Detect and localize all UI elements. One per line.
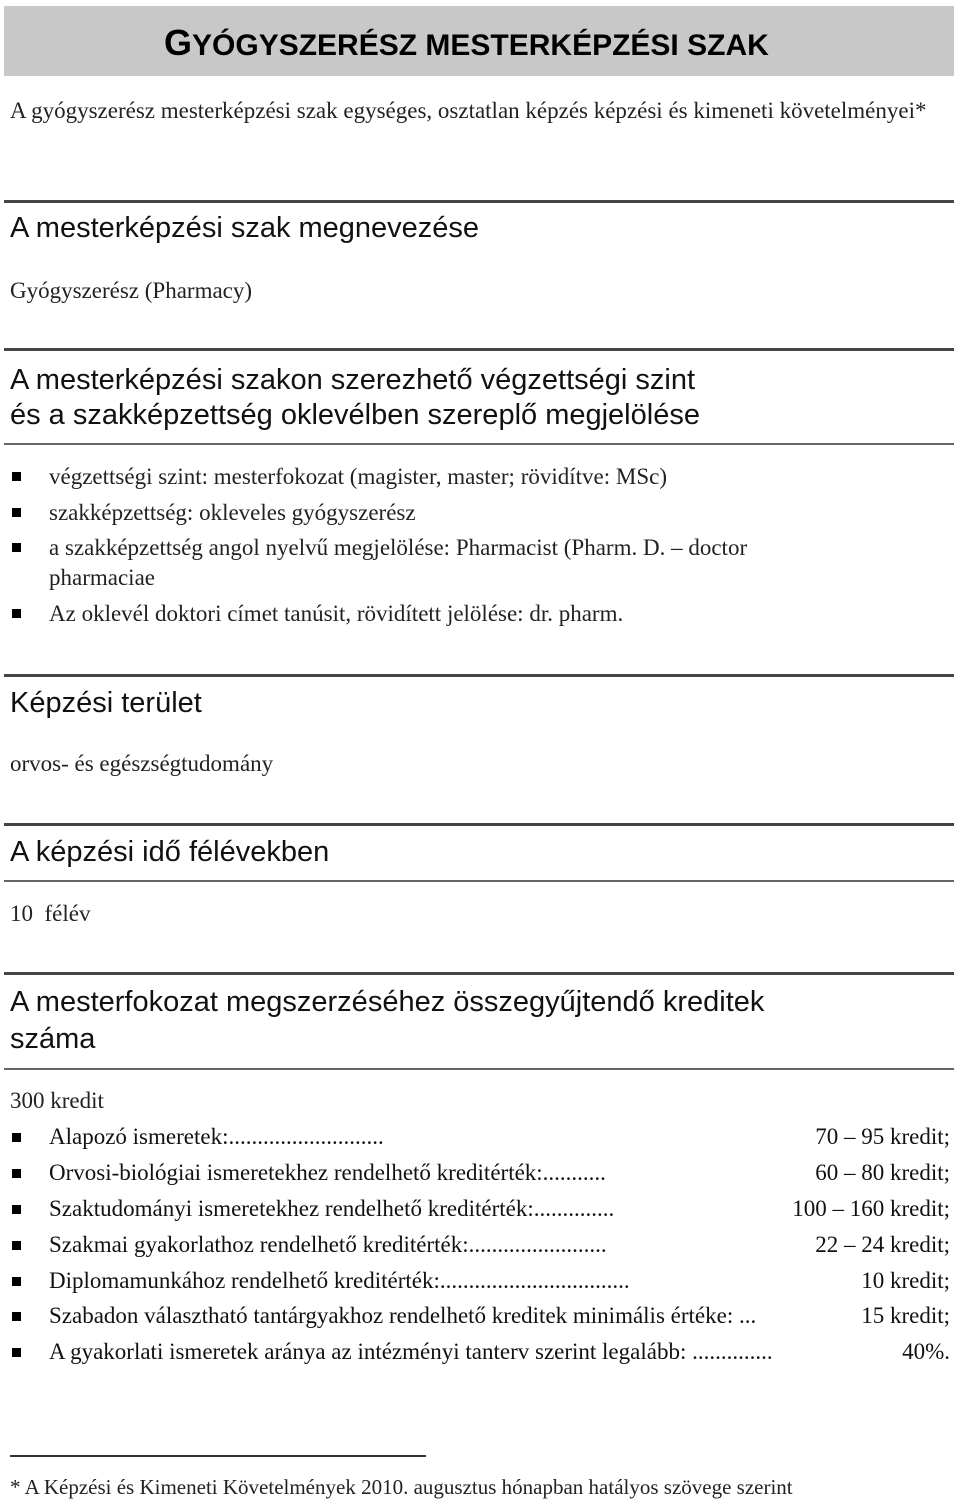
title-rest: YÓGYSZERÉSZ MESTERKÉPZÉSI SZAK: [192, 29, 769, 62]
heading-level-2: és a szakképzettség oklevélben szereplő megjelölése: [10, 399, 700, 431]
bullet-icon: [12, 472, 21, 481]
page-title: [164, 22, 769, 64]
bullet-icon: [12, 1133, 21, 1142]
credit-row-label: Szabadon választható tantárgyakhoz rendelhető kreditek minimális értéke: ...: [49, 1303, 757, 1328]
credit-row-value: 100 – 160 kredit;: [792, 1196, 950, 1221]
bullet-icon: [12, 1205, 21, 1214]
section-rule: [4, 348, 954, 351]
section-rule: [4, 674, 954, 677]
footnote-rule: [10, 1455, 426, 1457]
credit-row-value: 10 kredit;: [861, 1268, 950, 1293]
credit-row: [49, 1301, 950, 1331]
section-rule: [4, 1068, 954, 1070]
credit-row: [49, 1266, 950, 1296]
section-rule: [4, 200, 954, 203]
section-rule: [4, 443, 954, 445]
heading-duration: A képzési idő félévekben: [10, 836, 330, 868]
title-initial: G: [164, 22, 193, 63]
bullet-icon: [12, 1169, 21, 1178]
title-banner: [4, 6, 954, 76]
level-item-continuation: pharmaciae: [49, 565, 155, 590]
text-name: Gyógyszerész (Pharmacy): [10, 278, 253, 303]
credit-row-label: Orvosi-biológiai ismeretekhez rendelhető kreditérték:...........: [49, 1160, 606, 1185]
text-area: orvos- és egészségtudomány: [10, 751, 274, 776]
heading-name: A mesterképzési szak megnevezése: [10, 212, 480, 244]
bullet-icon: [12, 508, 21, 517]
credit-row-label: A gyakorlati ismeretek aránya az intézményi tanterv szerint legalább: ..............: [49, 1339, 773, 1364]
credit-row: [49, 1122, 950, 1152]
bullet-icon: [12, 1312, 21, 1321]
credit-row-value: 22 – 24 kredit;: [815, 1232, 950, 1257]
section-rule: [4, 972, 954, 975]
section-rule: [4, 880, 954, 882]
credit-row: [49, 1194, 950, 1224]
text-duration: 10 félév: [10, 901, 91, 926]
level-item: a szakképzettség angol nyelvű megjelölése: Pharmacist (Pharm. D. – doctor: [49, 535, 748, 560]
intro-text: A gyógyszerész mesterképzési szak egységes, osztatlan képzés képzési és kimeneti követelményei*: [10, 98, 927, 123]
credit-row-label: Szaktudományi ismeretekhez rendelhető kreditérték:..............: [49, 1196, 615, 1221]
credit-row-value: 15 kredit;: [861, 1303, 950, 1328]
heading-area: Képzési terület: [10, 687, 202, 719]
footnote: * A Képzési és Kimeneti Követelmények 2010. augusztus hónapban hatályos szövege szerint: [10, 1475, 793, 1499]
text-credits-total: 300 kredit: [10, 1088, 104, 1113]
credit-row-value: 40%.: [902, 1339, 950, 1364]
bullet-icon: [12, 609, 21, 618]
heading-level-1: A mesterképzési szakon szerezhető végzettségi szint: [10, 364, 696, 396]
bullet-icon: [12, 1277, 21, 1286]
credit-row: [49, 1158, 950, 1188]
heading-credits-2: száma: [10, 1023, 96, 1055]
credit-row-label: Diplomamunkához rendelhető kreditérték:.................................: [49, 1268, 630, 1293]
bullet-icon: [12, 1348, 21, 1357]
level-item: Az oklevél doktori címet tanúsit, rövidített jelölése: dr. pharm.: [49, 601, 624, 626]
level-item: szakképzettség: okleveles gyógyszerész: [49, 500, 416, 525]
bullet-icon: [12, 543, 21, 552]
level-item: végzettségi szint: mesterfokozat (magister, master; rövidítve: MSc): [49, 464, 667, 489]
credit-row: [49, 1230, 950, 1260]
credit-row-value: 70 – 95 kredit;: [815, 1124, 950, 1149]
credit-row-label: Szakmai gyakorlathoz rendelhető kreditérték:........................: [49, 1232, 607, 1257]
credit-row-value: 60 – 80 kredit;: [815, 1160, 950, 1185]
heading-credits-1: A mesterfokozat megszerzéséhez összegyűjtendő kreditek: [10, 986, 765, 1018]
section-rule: [4, 823, 954, 826]
bullet-icon: [12, 1241, 21, 1250]
credit-row: [49, 1337, 950, 1367]
credit-row-label: Alapozó ismeretek:...........................: [49, 1124, 384, 1149]
